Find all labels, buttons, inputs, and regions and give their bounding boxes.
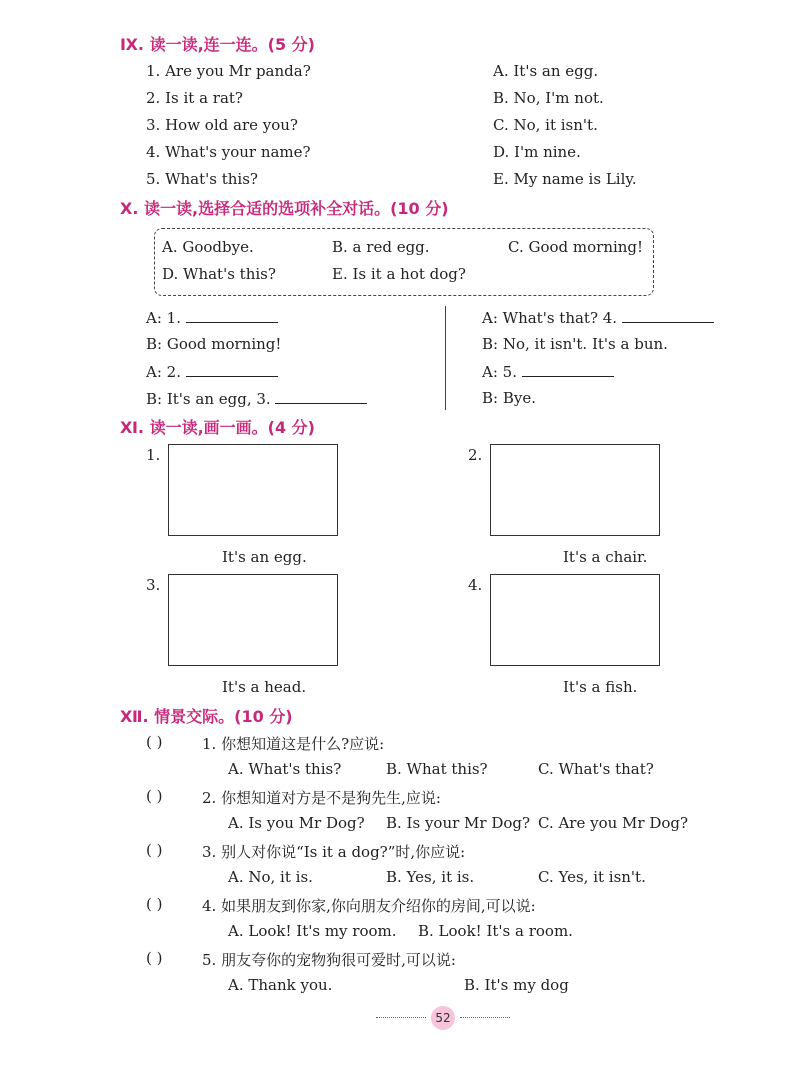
answer-bracket[interactable]: ( ) xyxy=(146,787,163,805)
match-answer: C. No, it isn't. xyxy=(493,116,598,134)
option-item: C. Good morning! xyxy=(508,238,644,256)
answer-blank[interactable] xyxy=(186,308,278,323)
dialog-line: A: 2. xyxy=(146,362,278,381)
draw-box[interactable] xyxy=(168,574,338,666)
dialog-line: B: Bye. xyxy=(482,389,536,407)
dialog-line: A: 1. xyxy=(146,308,278,327)
answer-bracket[interactable]: ( ) xyxy=(146,949,163,967)
choice-option: B. Yes, it is. xyxy=(386,868,475,886)
option-item: A. Goodbye. xyxy=(162,238,254,256)
match-answer: B. No, I'm not. xyxy=(493,89,604,107)
answer-blank[interactable] xyxy=(522,362,614,377)
dialog-line: A: What's that? 4. xyxy=(482,308,714,327)
choice-option: A. Look! It's my room. xyxy=(228,922,397,940)
match-question: 4. What's your name? xyxy=(146,143,311,161)
choice-option: C. Are you Mr Dog? xyxy=(538,814,689,832)
choice-option: A. No, it is. xyxy=(228,868,313,886)
draw-caption: It's a head. xyxy=(222,678,307,696)
dialog-line: B: It's an egg, 3. xyxy=(146,389,367,408)
question-prompt: 3. 别人对你说“Is it a dog?”时,你应说: xyxy=(202,843,466,861)
draw-item-number: 2. xyxy=(468,446,483,464)
page-number: 52 xyxy=(431,1006,455,1030)
draw-item-number: 1. xyxy=(146,446,161,464)
choice-option: A. What's this? xyxy=(228,760,342,778)
choice-option: C. Yes, it isn't. xyxy=(538,868,646,886)
draw-item-number: 3. xyxy=(146,576,161,594)
match-answer: A. It's an egg. xyxy=(493,62,599,80)
section-12-heading: Ⅻ. 情景交际。(10 分) xyxy=(120,707,293,726)
answer-blank[interactable] xyxy=(622,308,714,323)
draw-box[interactable] xyxy=(168,444,338,536)
draw-caption: It's a fish. xyxy=(563,678,638,696)
draw-caption: It's a chair. xyxy=(563,548,648,566)
section-11-heading: Ⅺ. 读一读,画一画。(4 分) xyxy=(120,418,315,437)
question-prompt: 1. 你想知道这是什么?应说: xyxy=(202,735,385,753)
choice-option: C. What's that? xyxy=(538,760,654,778)
question-prompt: 4. 如果朋友到你家,你向朋友介绍你的房间,可以说: xyxy=(202,897,536,915)
choice-option: B. What this? xyxy=(386,760,488,778)
choice-option: B. Look! It's a room. xyxy=(418,922,573,940)
option-item: E. Is it a hot dog? xyxy=(332,265,466,283)
dialog-line: B: Good morning! xyxy=(146,335,282,353)
answer-blank[interactable] xyxy=(186,362,278,377)
answer-bracket[interactable]: ( ) xyxy=(146,895,163,913)
match-question: 2. Is it a rat? xyxy=(146,89,243,107)
section-9-heading: Ⅸ. 读一读,连一连。(5 分) xyxy=(120,35,315,54)
answer-bracket[interactable]: ( ) xyxy=(146,841,163,859)
answer-bracket[interactable]: ( ) xyxy=(146,733,163,751)
choice-option: A. Thank you. xyxy=(228,976,333,994)
draw-box[interactable] xyxy=(490,574,660,666)
question-prompt: 5. 朋友夸你的宠物狗很可爱时,可以说: xyxy=(202,951,456,969)
option-item: B. a red egg. xyxy=(332,238,430,256)
dialog-line: B: No, it isn't. It's a bun. xyxy=(482,335,668,353)
column-divider xyxy=(445,306,446,410)
question-prompt: 2. 你想知道对方是不是狗先生,应说: xyxy=(202,789,441,807)
match-answer: D. I'm nine. xyxy=(493,143,581,161)
match-question: 1. Are you Mr panda? xyxy=(146,62,311,80)
page-number-rule-right xyxy=(460,1017,510,1018)
match-question: 3. How old are you? xyxy=(146,116,298,134)
choice-option: A. Is you Mr Dog? xyxy=(228,814,365,832)
draw-caption: It's an egg. xyxy=(222,548,307,566)
section-10-heading: Ⅹ. 读一读,选择合适的选项补全对话。(10 分) xyxy=(120,199,449,218)
dialog-line: A: 5. xyxy=(482,362,614,381)
match-answer: E. My name is Lily. xyxy=(493,170,637,188)
option-item: D. What's this? xyxy=(162,265,276,283)
choice-option: B. Is your Mr Dog? xyxy=(386,814,531,832)
match-question: 5. What's this? xyxy=(146,170,258,188)
page-number-rule-left xyxy=(376,1017,426,1018)
draw-item-number: 4. xyxy=(468,576,483,594)
choice-option: B. It's my dog xyxy=(464,976,569,994)
draw-box[interactable] xyxy=(490,444,660,536)
answer-blank[interactable] xyxy=(275,389,367,404)
